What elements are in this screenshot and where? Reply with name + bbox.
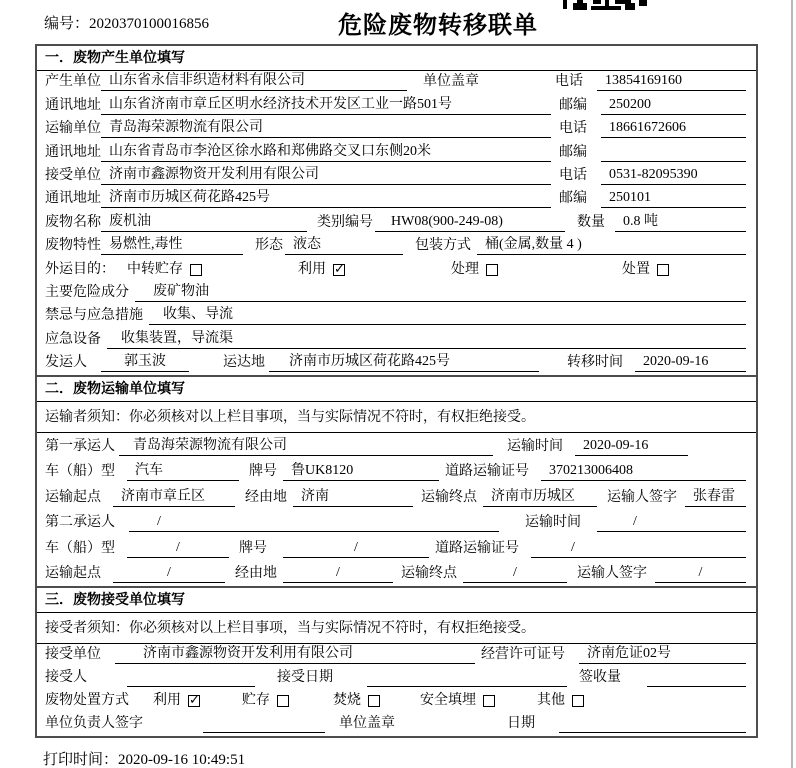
second-route-end-value: / xyxy=(463,564,567,583)
section-transport-title: 二．废物运输单位填写 xyxy=(37,377,756,402)
receiver-address-row xyxy=(37,188,756,211)
serial-value: 2020370100016856 xyxy=(89,16,210,32)
serial-number xyxy=(44,12,209,33)
responsible-signature-row xyxy=(37,713,756,736)
checkbox-icon xyxy=(572,695,584,707)
producer-address-row xyxy=(37,94,756,117)
print-time-label: 打印时间： xyxy=(43,752,119,768)
packing-label: 包装方式 xyxy=(415,238,471,254)
waste-name-label: 废物名称 xyxy=(45,214,101,230)
purpose-option-dispose xyxy=(622,261,669,279)
section-receiver xyxy=(35,586,758,738)
checkbox-icon xyxy=(188,695,200,707)
first-route-via-value: 济南 xyxy=(293,488,413,507)
second-route-origin-value: / xyxy=(113,564,225,583)
section-producer xyxy=(35,44,758,377)
page-title: 危险废物转移联单 xyxy=(338,13,538,39)
option-label: 利用 xyxy=(298,261,326,277)
form-state-value: 液态 xyxy=(285,236,403,255)
checkbox-icon xyxy=(483,695,495,707)
purpose-option-transfer-storage xyxy=(127,261,202,279)
transporter-address-row xyxy=(37,141,756,164)
receiving-unit-row xyxy=(37,644,756,667)
serial-label: 编号： xyxy=(44,16,90,32)
producer-row xyxy=(37,71,756,94)
second-carrier-label: 第二承运人 xyxy=(45,515,115,531)
waste-name-value: 废机油 xyxy=(101,213,307,232)
received-amount-value xyxy=(647,686,746,687)
emergency-equipment-value: 收集装置，导流渠 xyxy=(107,330,746,349)
receiver-row xyxy=(37,165,756,188)
producer-value: 山东省永信非织造材料有限公司 xyxy=(101,72,407,91)
plate-number-label: 牌号 xyxy=(249,464,277,480)
accept-date-label: 接受日期 xyxy=(277,670,333,686)
date-value xyxy=(559,732,746,733)
page-edge-line xyxy=(791,0,793,768)
purpose-option-utilize xyxy=(298,261,345,279)
shipper-value: 郭玉波 xyxy=(101,353,189,372)
disposal-option-incinerate xyxy=(333,692,380,710)
hazard-component-label: 主要危险成分 xyxy=(45,284,129,300)
option-label: 安全填埋 xyxy=(420,693,476,709)
vehicle-type-label: 车（船）型 xyxy=(45,540,115,556)
section-receiver-title: 三．废物接受单位填写 xyxy=(37,588,756,613)
quantity-label: 数量 xyxy=(577,214,605,230)
emergency-measures-row xyxy=(37,305,756,328)
receiver-phone-value: 0531-82095390 xyxy=(601,166,746,185)
address-label: 通讯地址 xyxy=(45,97,101,113)
option-label: 贮存 xyxy=(242,693,270,709)
address-label: 通讯地址 xyxy=(45,144,101,160)
phone-label: 电话 xyxy=(555,74,583,90)
unit-seal-label: 单位盖章 xyxy=(423,74,479,90)
option-label: 利用 xyxy=(153,693,181,709)
section-transport xyxy=(35,375,758,588)
option-label: 其他 xyxy=(537,693,565,709)
route-via-label: 经由地 xyxy=(235,566,277,582)
disposal-option-landfill xyxy=(420,692,495,710)
first-vehicle-type-value: 汽车 xyxy=(127,462,239,481)
first-carrier-label: 第一承运人 xyxy=(45,438,115,454)
manifest-form xyxy=(35,44,758,738)
transfer-date-value: 2020-09-16 xyxy=(635,353,746,372)
transfer-purpose-row xyxy=(37,258,756,281)
second-road-permit-value: / xyxy=(531,539,746,558)
first-route-end-value: 济南市历城区 xyxy=(483,488,597,507)
destination-value: 济南市历城区荷花路425号 xyxy=(269,353,539,372)
option-label: 处理 xyxy=(451,261,479,277)
route-via-label: 经由地 xyxy=(245,489,287,505)
print-time xyxy=(43,748,245,768)
license-number-label: 经营许可证号 xyxy=(481,647,565,663)
first-plate-number-value: 鲁UK8120 xyxy=(283,462,439,481)
transporter-address-value: 山东省青岛市李沧区徐水路和郑佛路交叉口东侧20米 xyxy=(101,143,551,162)
zip-label: 邮编 xyxy=(559,144,587,160)
date-label: 日期 xyxy=(507,716,535,732)
first-carrier-row xyxy=(37,433,756,459)
road-permit-label: 道路运输证号 xyxy=(435,540,519,556)
second-carrier-row xyxy=(37,510,756,536)
receiving-unit-label: 接受单位 xyxy=(45,647,101,663)
received-amount-label: 签收量 xyxy=(579,670,621,686)
packing-value: 桶(金属,数量 4 ) xyxy=(477,236,746,255)
disposal-method-row xyxy=(37,690,756,713)
acceptor-row xyxy=(37,667,756,690)
first-vehicle-row xyxy=(37,459,756,485)
option-label: 处置 xyxy=(622,261,650,277)
purpose-option-treat xyxy=(451,261,498,279)
road-permit-label: 道路运输证号 xyxy=(445,464,529,480)
second-vehicle-row xyxy=(37,535,756,561)
form-state-label: 形态 xyxy=(255,238,283,254)
first-route-row xyxy=(37,484,756,510)
transporter-phone-value: 18661672606 xyxy=(601,119,746,138)
vehicle-type-label: 车（船）型 xyxy=(45,464,115,480)
producer-zip-value: 250200 xyxy=(601,96,746,115)
waste-character-row xyxy=(37,235,756,258)
checkbox-icon xyxy=(368,695,380,707)
category-code-value: HW08(900-249-08) xyxy=(375,213,565,232)
second-plate-number-value: / xyxy=(283,539,429,558)
license-number-value: 济南危证02号 xyxy=(579,645,746,664)
producer-phone-value: 13854169160 xyxy=(597,72,746,91)
address-label: 通讯地址 xyxy=(45,191,101,207)
second-route-row xyxy=(37,561,756,587)
quantity-value: 0.8 吨 xyxy=(615,213,746,232)
disposal-method-label: 废物处置方式 xyxy=(45,693,129,709)
receiving-unit-value: 济南市鑫源物资开发利用有限公司 xyxy=(115,645,475,664)
carrier-signature-label: 运输人签字 xyxy=(577,566,647,582)
transporter-zip-value xyxy=(601,161,746,162)
waste-name-row xyxy=(37,211,756,234)
checkbox-icon xyxy=(333,264,345,276)
responsible-signature-label: 单位负责人签字 xyxy=(45,716,143,732)
phone-label: 电话 xyxy=(559,121,587,137)
first-road-permit-value: 370213006408 xyxy=(541,462,746,481)
first-route-origin-value: 济南市章丘区 xyxy=(113,488,235,507)
hazard-component-value: 废矿物油 xyxy=(135,283,746,302)
transporter-value: 青岛海荣源物流有限公司 xyxy=(101,119,551,138)
transfer-date-label: 转移时间 xyxy=(567,355,623,371)
receiver-address-value: 济南市历城区荷花路425号 xyxy=(101,189,551,208)
transport-time-label: 运输时间 xyxy=(507,438,563,454)
transport-time-label: 运输时间 xyxy=(525,515,581,531)
category-code-label: 类别编号 xyxy=(317,214,373,230)
second-route-via-value: / xyxy=(283,564,393,583)
transporter-row xyxy=(37,118,756,141)
route-end-label: 运输终点 xyxy=(421,489,477,505)
zip-label: 邮编 xyxy=(559,191,587,207)
checkbox-icon xyxy=(190,264,202,276)
transfer-purpose-label: 外运目的： xyxy=(45,261,115,277)
shipper-label: 发运人 xyxy=(45,355,87,371)
producer-label: 产生单位 xyxy=(45,74,101,90)
checkbox-icon xyxy=(277,695,289,707)
second-carrier-signature-value: / xyxy=(655,564,746,583)
second-carrier-value: / xyxy=(129,513,499,532)
receiver-zip-value: 250101 xyxy=(601,189,746,208)
route-origin-label: 运输起点 xyxy=(45,489,101,505)
transporter-notice: 运输者须知：你必须核对以上栏目事项，当与实际情况不符时，有权拒绝接受。 xyxy=(37,402,756,433)
disposal-option-storage xyxy=(242,692,289,710)
print-time-value: 2020-09-16 10:49:51 xyxy=(118,752,246,768)
first-carrier-value: 青岛海荣源物流有限公司 xyxy=(119,437,493,456)
option-label: 中转贮存 xyxy=(127,261,183,277)
responsible-signature-value xyxy=(203,732,325,733)
destination-label: 运达地 xyxy=(223,355,265,371)
unit-seal-label: 单位盖章 xyxy=(339,716,395,732)
waste-character-label: 废物特性 xyxy=(45,238,101,254)
qr-code-fragment xyxy=(563,0,651,10)
receiver-notice: 接受者须知：你必须核对以上栏目事项，当与实际情况不符时，有权拒绝接受。 xyxy=(37,613,756,644)
section-producer-title: 一．废物产生单位填写 xyxy=(37,46,756,71)
route-origin-label: 运输起点 xyxy=(45,566,101,582)
acceptor-value xyxy=(127,686,255,687)
second-vehicle-type-value: / xyxy=(127,539,229,558)
route-end-label: 运输终点 xyxy=(401,566,457,582)
receiver-label: 接受单位 xyxy=(45,167,101,183)
phone-label: 电话 xyxy=(559,167,587,183)
waste-character-value: 易燃性,毒性 xyxy=(101,236,243,255)
emergency-measures-value: 收集、导流 xyxy=(149,306,746,325)
carrier-signature-label: 运输人签字 xyxy=(607,489,677,505)
checkbox-icon xyxy=(486,264,498,276)
accept-date-value xyxy=(367,686,567,687)
emergency-equipment-label: 应急设备 xyxy=(45,331,101,347)
zip-label: 邮编 xyxy=(559,97,587,113)
receiver-value: 济南市鑫源物资开发利用有限公司 xyxy=(101,166,551,185)
first-carrier-signature-value: 张春雷 xyxy=(685,488,746,507)
acceptor-label: 接受人 xyxy=(45,670,87,686)
second-transport-time-value: / xyxy=(597,513,746,532)
disposal-option-other xyxy=(537,692,584,710)
hazard-component-row xyxy=(37,282,756,305)
transporter-label: 运输单位 xyxy=(45,121,101,137)
checkbox-icon xyxy=(657,264,669,276)
option-label: 焚烧 xyxy=(333,693,361,709)
disposal-option-utilize xyxy=(153,692,200,710)
emergency-measures-label: 禁忌与应急措施 xyxy=(45,308,143,324)
first-transport-time-value: 2020-09-16 xyxy=(575,437,688,456)
plate-number-label: 牌号 xyxy=(239,540,267,556)
shipper-row xyxy=(37,352,756,375)
emergency-equipment-row xyxy=(37,328,756,351)
producer-address-value: 山东省济南市章丘区明水经济技术开发区工业一路501号 xyxy=(101,96,551,115)
